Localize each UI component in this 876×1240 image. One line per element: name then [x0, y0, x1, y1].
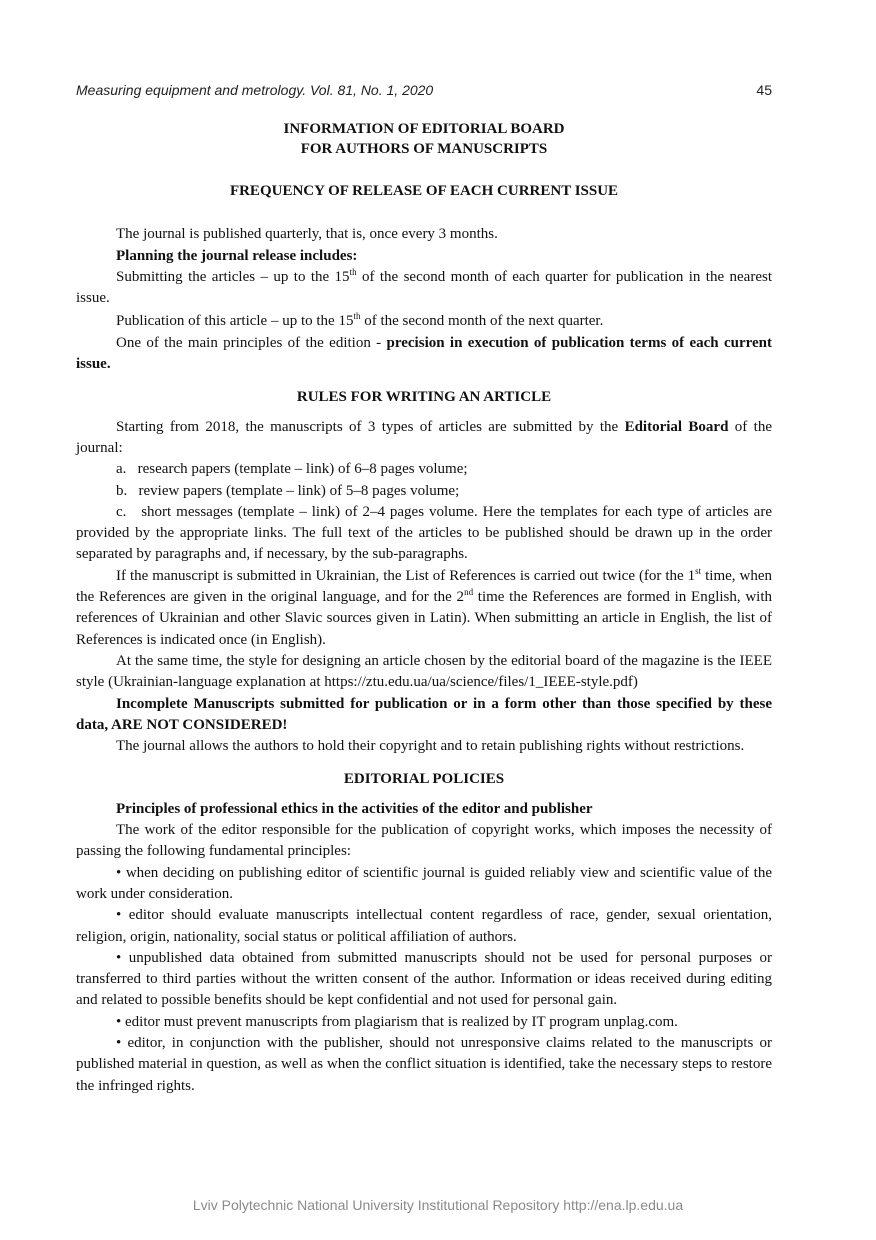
rules-paragraph-3: At the same time, the style for designing an article chosen by the editorial board of the magazine is the IEEE style (Ukrainian-language explanation at https://ztu.edu.ua/ua/science/files/1_IEEE-style.pdf) — [76, 652, 772, 691]
rules-p2-text-a: If the manuscript is submitted in Ukrainian, the List of References is carried out twice (for the 1 — [116, 567, 696, 584]
rules-paragraph-1 — [76, 417, 772, 460]
frequency-paragraph-1: The journal is published quarterly, that is, once every 3 months. — [116, 226, 498, 243]
rules-warning: Incomplete Manuscripts submitted for publication or in a form other than those specified by these data, ARE NOT CONSIDERED! — [76, 695, 772, 733]
frequency-heading: FREQUENCY OF RELEASE OF EACH CURRENT ISSUE — [229, 183, 619, 199]
rules-p1-text-a: Starting from 2018, the manuscripts of 3 types of articles are submitted by the — [116, 418, 625, 435]
p3-text-a: Publication of this article – up to the 15 — [116, 313, 354, 330]
policies-subheading: Principles of professional ethics in the activities of the editor and publisher — [116, 800, 593, 817]
list-item-c: c. short messages (template – link) of 2–4 pages volume. Here the templates for each type of articles are provided by the appropriate links. The full text of the articles to be published should be drawn up in the order separated by paragraphs and, if necessary, by the sub-paragraphs. — [76, 503, 772, 563]
repository-footer: Lviv Polytechnic National University Institutional Repository http://ena.lp.edu.ua — [192, 1197, 684, 1213]
frequency-paragraph-4 — [76, 333, 772, 376]
rules-paragraph-5: The journal allows the authors to hold their copyright and to retain publishing rights without restrictions. — [116, 738, 745, 755]
policy-bullet: • editor, in conjunction with the publisher, should not unresponsive claims related to the manuscripts or published material in question, as well as when the conflict situation is identified, take the necessary steps to restore the infringed rights. — [76, 1034, 772, 1094]
policy-bullet: • unpublished data obtained from submitted manuscripts should not be used for personal purposes or transferred to third parties without the written consent of the author. Information or ideas received during editing and related to possible benefits should be kept confidential and not used for personal gain. — [76, 949, 772, 1009]
journal-citation: Measuring equipment and metrology. Vol. 81, No. 1, 2020 — [76, 82, 434, 98]
rules-heading: RULES FOR WRITING AN ARTICLE — [296, 389, 552, 406]
title-line-2: FOR AUTHORS OF MANUSCRIPTS — [300, 141, 548, 157]
list-item-a: a. research papers (template – link) of 6–8 pages volume; — [116, 461, 468, 478]
p2-superscript: th — [349, 266, 357, 277]
rules-p2-text-c: time the References are formed in English, with references of Ukrainian and other Slavic sources given in Latin). When submitting an article in English, the list of References is indicated once (in English). — [76, 589, 773, 648]
frequency-paragraph-2 — [76, 267, 772, 310]
policies-heading: EDITORIAL POLICIES — [343, 771, 505, 788]
rules-p1-bold: Editorial Board — [624, 418, 729, 435]
planning-label: Planning the journal release includes: — [116, 247, 358, 264]
p3-superscript: th — [353, 311, 361, 322]
p2-text-b: of the second month of each quarter for publication in the nearest issue. — [76, 268, 772, 307]
title-line-1: INFORMATION OF EDITORIAL BOARD — [283, 121, 565, 137]
policy-bullet: • editor should evaluate manuscripts intellectual content regardless of race, gender, sexual orientation, religion, origin, nationality, social status or political affiliation of authors. — [76, 907, 772, 945]
frequency-paragraph-3 — [76, 311, 772, 332]
list-item-b: b. review papers (template – link) of 5–8 pages volume; — [116, 482, 460, 499]
policies-paragraph-1: The work of the editor responsible for the publication of copyright works, which imposes the necessity of passing the following fundamental principles: — [76, 822, 772, 860]
rules-paragraph-2 — [76, 566, 772, 651]
rules-p2-sup-1: st — [695, 565, 702, 576]
p2-text-a: Submitting the articles – up to the 15 — [116, 268, 350, 285]
article-body — [76, 119, 772, 1097]
policy-bullet: • when deciding on publishing editor of scientific journal is guided reliably view and scientific value of the work under consideration. — [76, 864, 772, 902]
page-number: 45 — [756, 82, 772, 98]
p4-text: One of the main principles of the edition - — [116, 334, 387, 351]
rules-p1-text-b: of the journal: — [76, 418, 772, 456]
rules-p2-text-b: time, when the References are given in the original language, and for the 2 — [76, 567, 773, 606]
p3-text-b: of the second month of the next quarter. — [360, 313, 604, 330]
p4-bold-text: precision in execution of publication terms of each current issue. — [76, 334, 772, 373]
page-title — [76, 119, 772, 159]
rules-p2-sup-2: nd — [464, 587, 474, 598]
policy-bullet: • editor must prevent manuscripts from plagiarism that is realized by IT program unplag.com. — [116, 1013, 678, 1030]
